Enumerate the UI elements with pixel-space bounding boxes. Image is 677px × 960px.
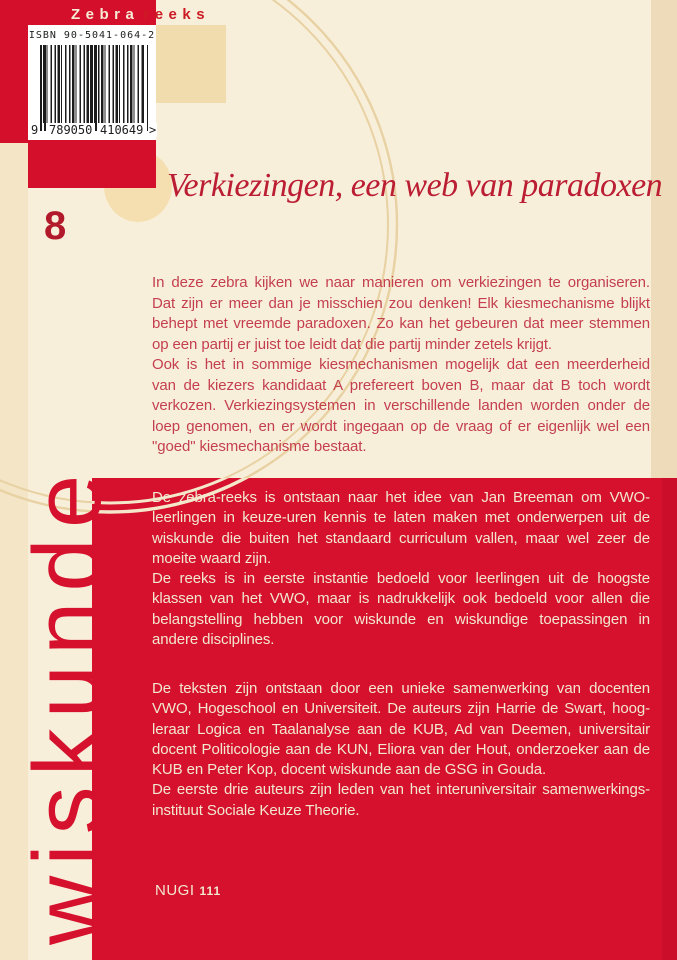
barcode-guard-bar	[143, 45, 145, 131]
book-title: Verkiezingen, een web van paradoxen	[167, 167, 663, 204]
nugi-label: NUGI	[155, 882, 195, 899]
text-line: op een partij er juist toe leidt dat die partij minder zetels krijgt.	[152, 335, 552, 353]
text-line: van de kiezers kandidaat A prefereert boven B, maar dat B toch wordt	[152, 376, 650, 394]
barcode-guard-bar	[44, 45, 46, 131]
text-line: docent Politicologie aan de KUN, Eliora van der Hout, onderzoeker aan de	[152, 740, 650, 758]
text-line: De reeks is in eerste instantie bedoeld voor leerlingen uit de hoogste	[152, 570, 650, 588]
text-line: De teksten zijn ontstaan door een unieke samenwerking van docenten	[152, 680, 650, 697]
text-line: leraar Logica en Taalanalyse aan de KUB, Ad van Deemen, universitair	[152, 720, 650, 738]
text-line: De eerste drie auteurs zijn leden van het interuniversitair samenwerkings-	[152, 781, 650, 799]
text-line: leerlingen in keuze-uren kennis te laten maken met onderwerpen uit de	[152, 509, 650, 527]
text-line: Dat zijn er meer dan je misschien zou denken! Elk kiesmechanisme blijkt	[152, 294, 650, 312]
series-name-zebra: Zebra	[71, 6, 140, 23]
nugi-code	[155, 882, 221, 899]
barcode-guard-bar	[40, 45, 42, 131]
text-line: moeite waard zijn.	[152, 549, 272, 567]
text-line: Ook is het in sommige kiesmechanismen mogelijk dat een meerderheid	[152, 356, 650, 373]
text-line: verkozen. Verkiezingsystemen in verschillende landen worden onder de	[152, 397, 650, 414]
barcode-end-mark: >	[149, 123, 157, 137]
text-line: instituut Sociale Keuze Theorie.	[152, 801, 360, 819]
text-line: De zebra-reeks is ontstaan naar het idee van Jan Breeman om VWO-	[152, 489, 650, 506]
synopsis-paragraph	[152, 273, 650, 458]
barcode-digit-lead: 9	[31, 123, 39, 137]
nugi-value: 111	[199, 884, 222, 898]
series-name-reeks: reeks	[143, 6, 211, 23]
text-line: In deze zebra kijken we naar manieren om verkiezingen te organiseren.	[152, 274, 650, 291]
series-info-paragraph-1	[152, 488, 650, 650]
right-edge-strip	[651, 0, 677, 478]
barcode-guard-bar	[91, 45, 93, 131]
text-line: klassen van het VWO, maar is nadrukkelijk ook bedoeld voor allen die	[152, 590, 650, 608]
text-line: belangstelling hebben voor wiskunde en wiskundige toepassingen in	[152, 610, 650, 628]
series-info-paragraph-2	[152, 679, 650, 821]
right-edge-strip-red	[662, 478, 677, 960]
text-line: "goed" kiesmechanisme bestaat.	[152, 438, 367, 455]
spine-word-wiskunde: wiskunde	[14, 464, 121, 945]
barcode-panel	[28, 25, 156, 140]
barcode-digits-right: 410649	[100, 123, 144, 137]
tan-square-decoration	[156, 25, 226, 103]
text-line: VWO, Hogeschool en Universiteit. De auteurs zijn Harrie de Swart, hoog-	[152, 700, 650, 718]
barcode-guard-bar	[95, 45, 97, 131]
text-line: KUB en Peter Kop, docent wiskunde aan de GSG in Gouda.	[152, 761, 547, 779]
isbn-text: ISBN 90-5041-064-2	[28, 30, 156, 41]
text-line: wiskunde die buiten het standaard curriculum vallen, maar wel zeer de	[152, 529, 650, 547]
volume-number: 8	[44, 204, 67, 248]
text-line: loep genomen, en er wordt ingegaan op de vraag of er eigenlijk wel een	[152, 417, 650, 435]
barcode-digits-left: 789050	[49, 123, 93, 137]
text-line: andere disciplines.	[152, 631, 275, 649]
barcode-guard-bar	[147, 45, 149, 131]
series-header	[71, 6, 210, 23]
text-line: behept met vreemde paradoxen. Zo kan het gebeuren dat meer stemmen	[152, 315, 650, 332]
